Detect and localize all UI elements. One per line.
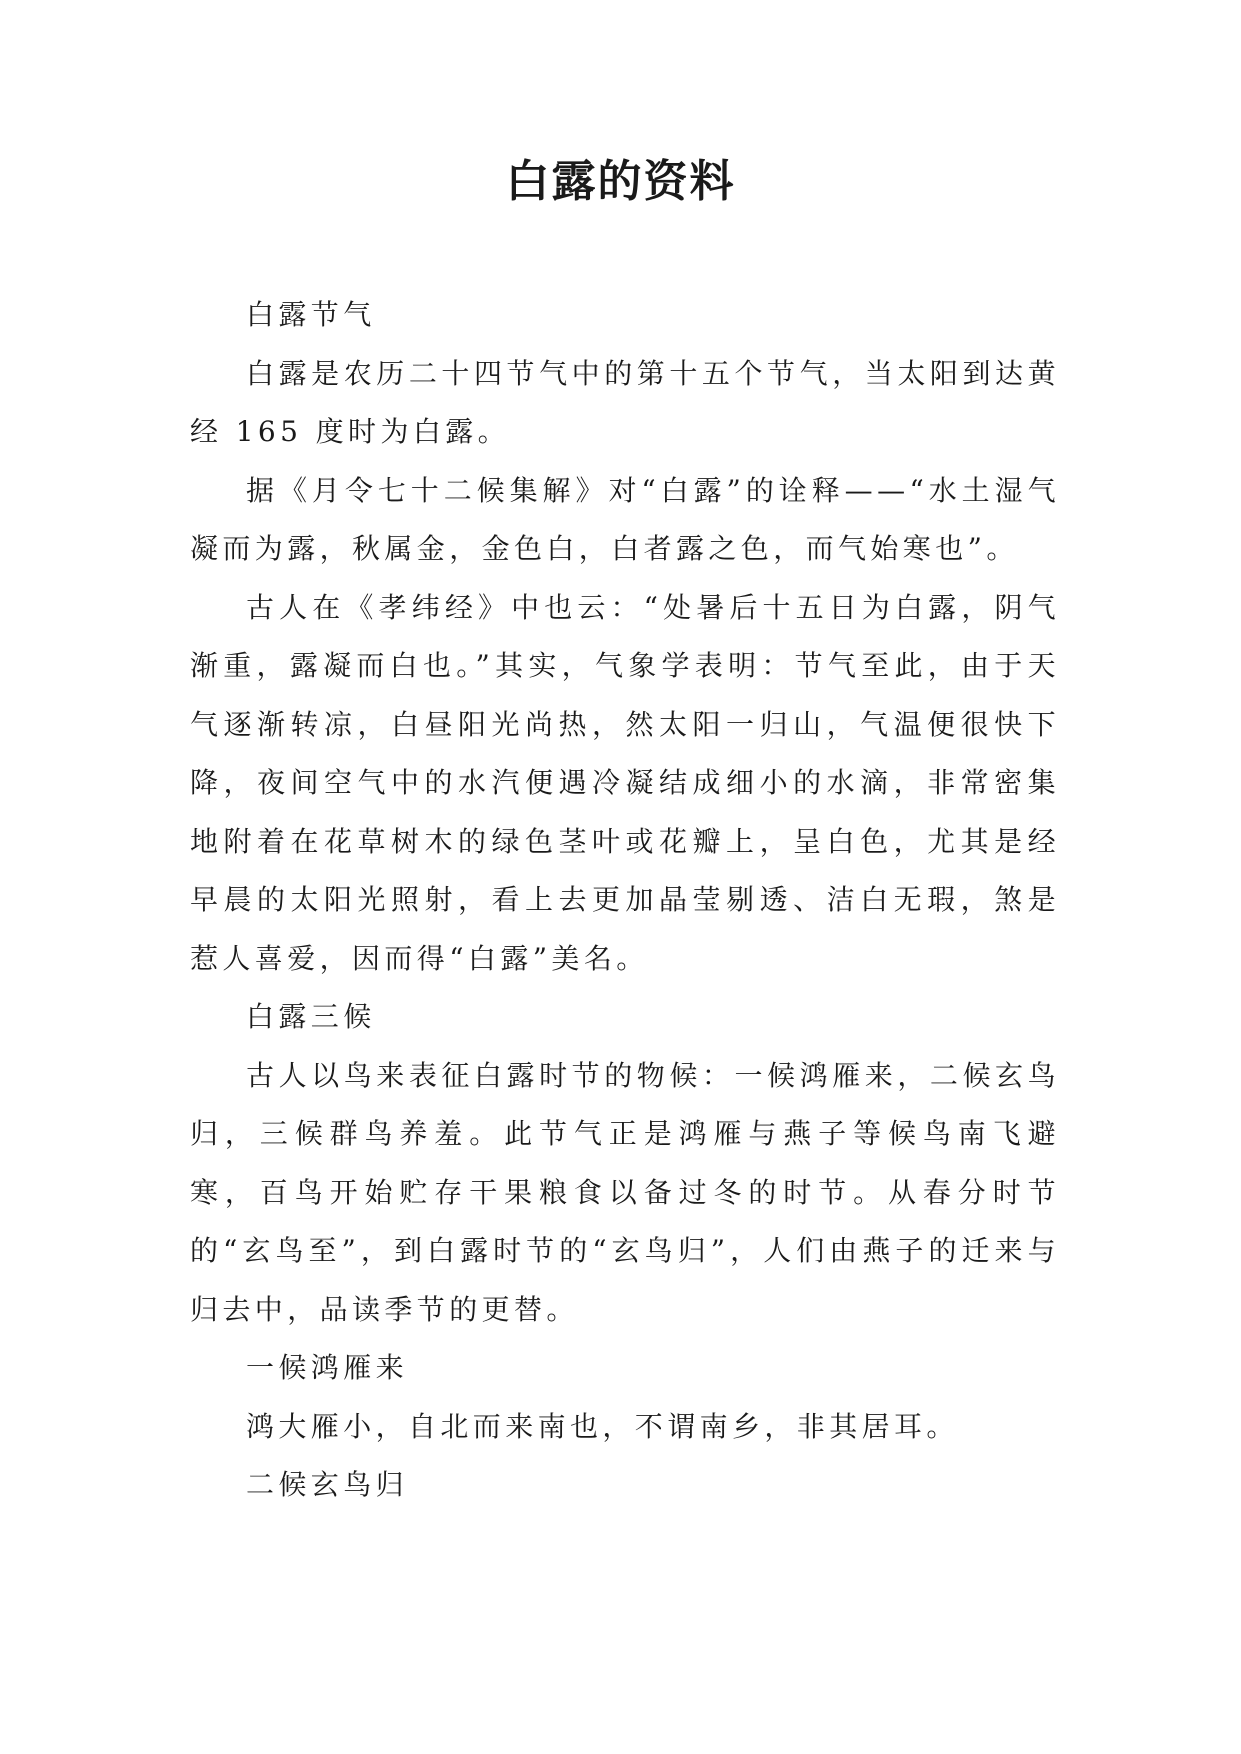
document-title: 白露的资料 xyxy=(505,156,736,207)
paragraph: 鸿大雁小，自北而来南也，不谓南乡，非其居耳。 xyxy=(246,1409,959,1443)
section-heading: 白露三候 xyxy=(246,1000,376,1033)
sub-heading: 一候鸿雁来 xyxy=(246,1351,409,1384)
sub-heading: 二候玄鸟归 xyxy=(246,1468,409,1501)
section-heading: 白露节气 xyxy=(246,298,376,331)
paragraph: 据《月令七十二候集解》对“白露”的诠释——“水土湿气凝而为露，秋属金，金色白，白者露之色，而气始寒也”。 xyxy=(190,473,1060,565)
paragraph: 古人在《孝纬经》中也云：“处暑后十五日为白露，阴气渐重，露凝而白也。”其实，气象学表明：节气至此，由于天气逐渐转凉，白昼阳光尚热，然太阳一归山，气温便很快下降，夜间空气中的水汽便遇冷凝结成细小的水滴，非常密集地附着在花草树木的绿色茎叶或花瓣上，呈白色，尤其是经早晨的太阳光照射，看上去更加晶莹剔透、洁白无瑕，煞是惹人喜爱，因而得“白露”美名。 xyxy=(190,590,1060,975)
paragraph: 古人以鸟来表征白露时节的物候：一候鸿雁来，二候玄鸟归，三候群鸟养羞。此节气正是鸿雁与燕子等候鸟南飞避寒，百鸟开始贮存干果粮食以备过冬的时节。从春分时节的“玄鸟至”，到白露时节的“玄鸟归”，人们由燕子的迁来与归去中，品读季节的更替。 xyxy=(190,1058,1060,1326)
paragraph: 白露是农历二十四节气中的第十五个节气，当太阳到达黄经 165 度时为白露。 xyxy=(190,356,1060,448)
document-body xyxy=(190,286,1060,1515)
